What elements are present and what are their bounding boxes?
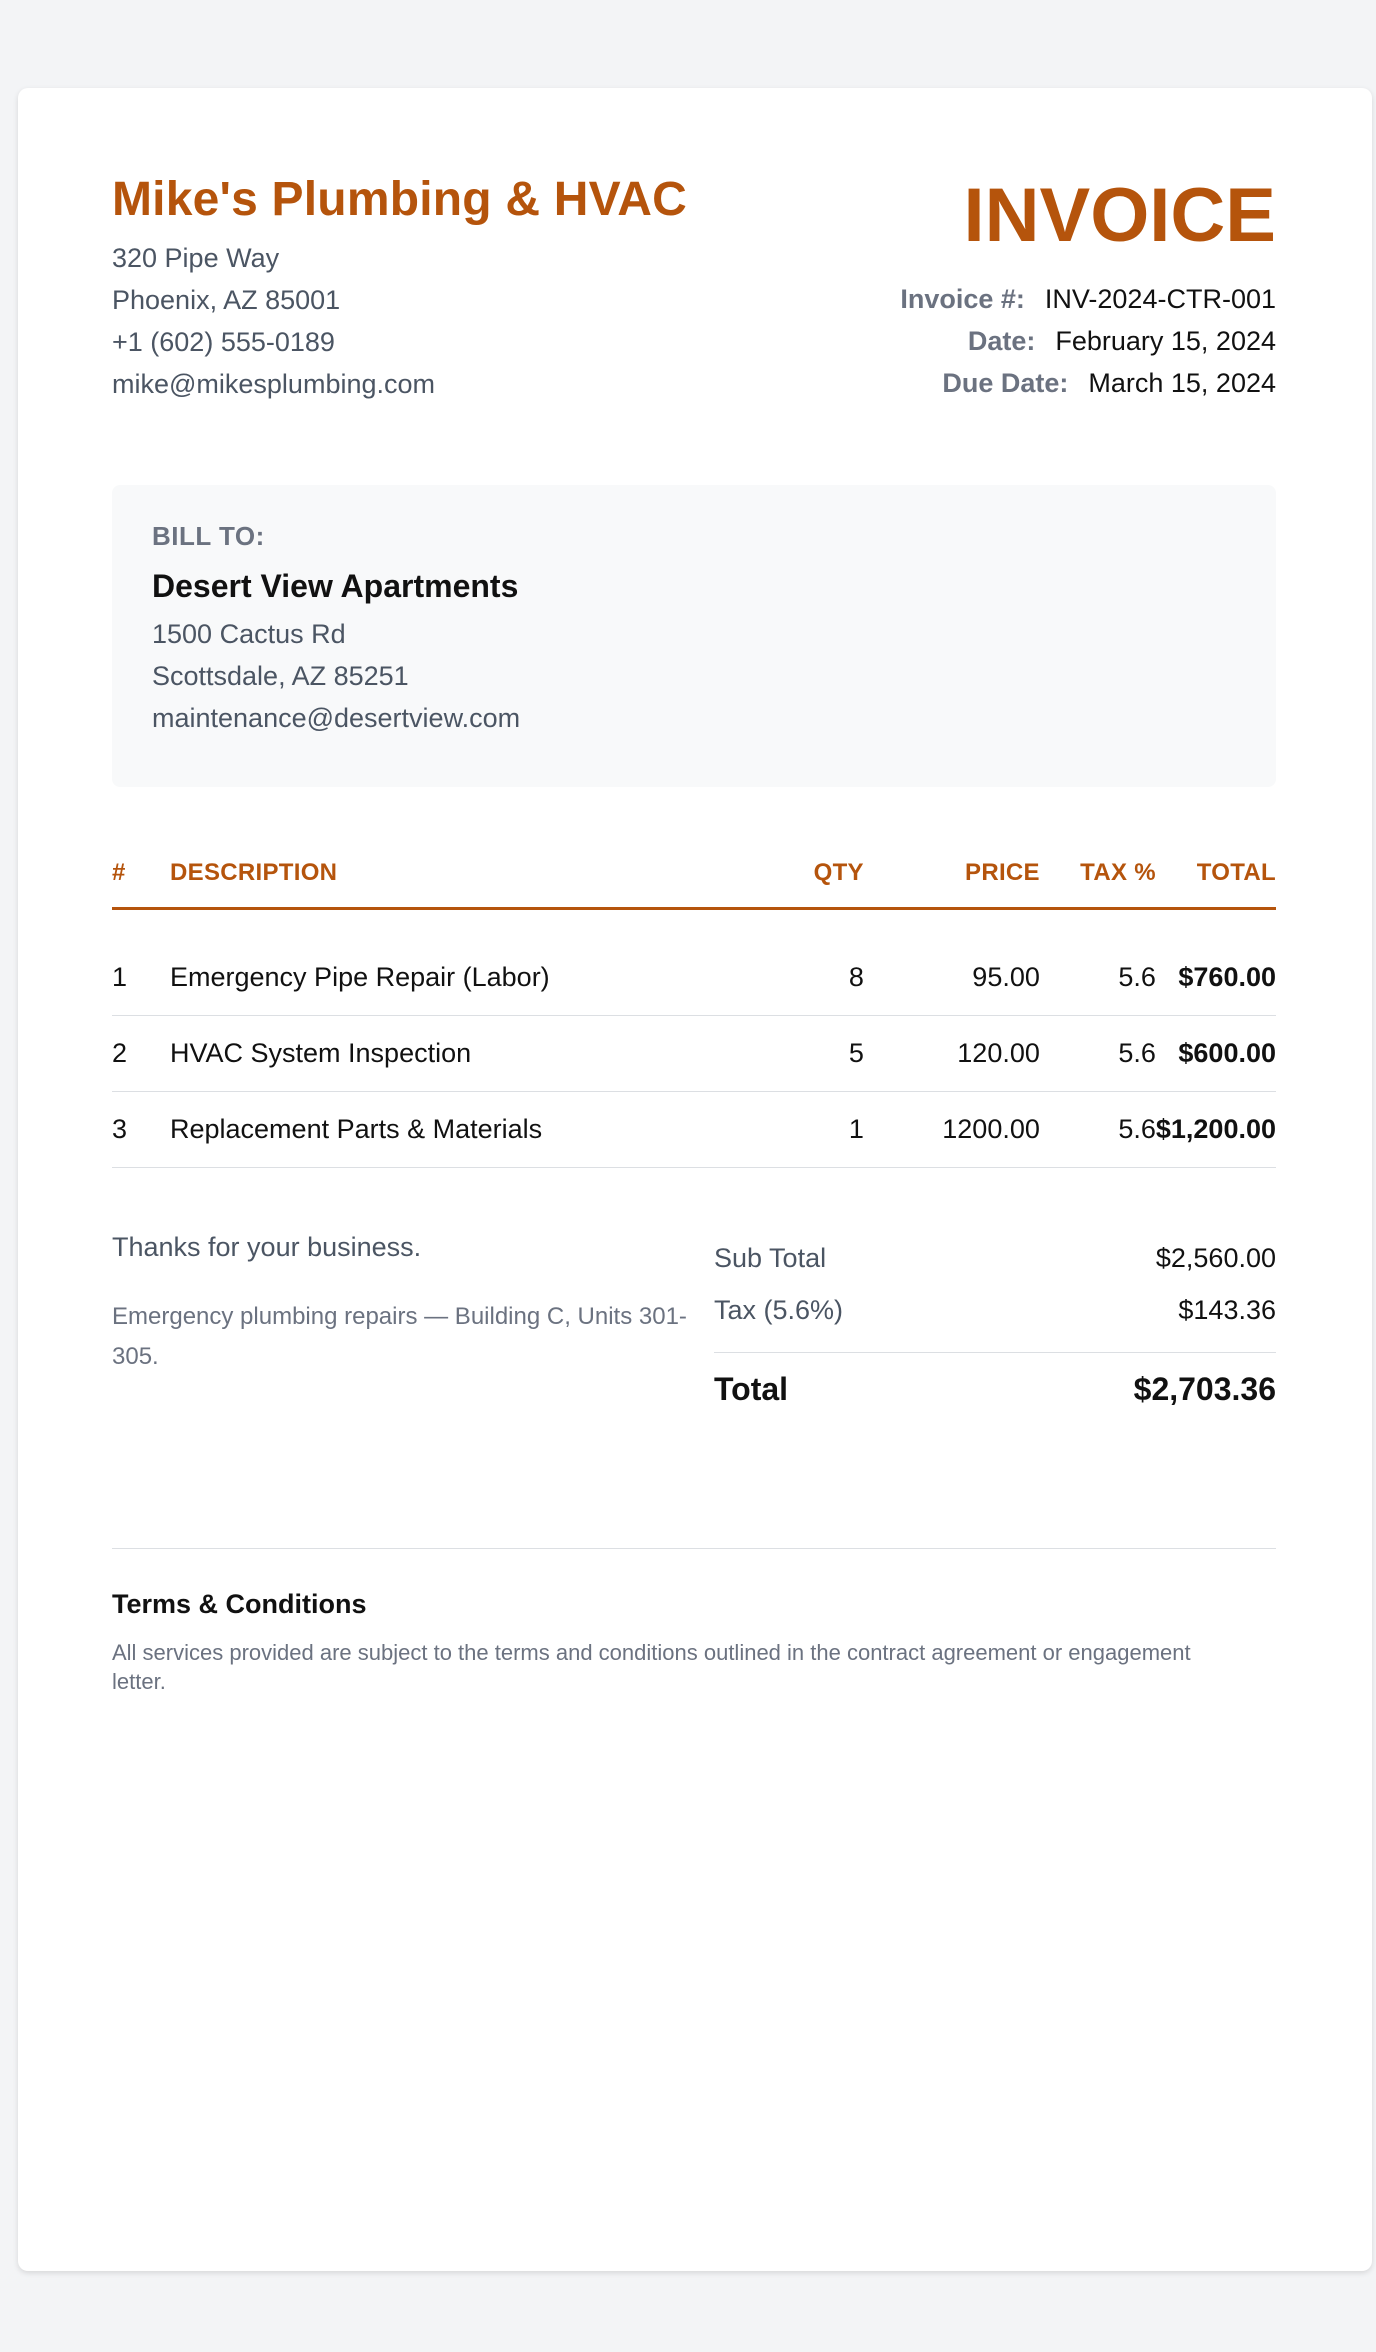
- row-tax: 5.6: [1040, 909, 1156, 1016]
- col-header-tax: TAX %: [1040, 859, 1156, 909]
- invoice-date-row: [900, 320, 1276, 362]
- invoice-note: Emergency plumbing repairs — Building C, Units 301-305.: [112, 1303, 687, 1371]
- row-tax: 5.6: [1040, 1016, 1156, 1092]
- invoice-due-row: [900, 362, 1276, 404]
- row-qty: 5: [774, 1016, 864, 1092]
- bill-to-section: [112, 485, 1276, 787]
- col-header-num: #: [112, 859, 170, 909]
- invoice-number-label: Invoice #:: [900, 284, 1025, 314]
- company-address-line1: 320 Pipe Way: [112, 243, 280, 274]
- summary-section: [112, 1232, 1276, 1408]
- row-description: HVAC System Inspection: [170, 1016, 774, 1092]
- row-tax: 5.6: [1040, 1092, 1156, 1168]
- bill-to-address-line1: 1500 Cactus Rd: [152, 619, 346, 650]
- table-row: [112, 1016, 1276, 1092]
- company-address-block: [112, 237, 687, 405]
- row-qty: 1: [774, 1092, 864, 1168]
- invoice-due-label: Due Date:: [942, 368, 1069, 398]
- bill-to-address-block: [152, 613, 1236, 739]
- thanks-message: Thanks for your business.: [112, 1232, 422, 1263]
- terms-title: Terms & Conditions: [112, 1589, 367, 1620]
- col-header-total: TOTAL: [1156, 859, 1276, 909]
- col-header-price: PRICE: [864, 859, 1040, 909]
- row-description: Replacement Parts & Materials: [170, 1092, 774, 1168]
- invoice-number-row: [900, 278, 1276, 320]
- invoice-page: [18, 88, 1372, 2271]
- grand-total-label: Total: [714, 1371, 789, 1408]
- notes-block: [112, 1232, 692, 1408]
- invoice-meta-block: [900, 172, 1276, 405]
- row-num: 1: [112, 909, 170, 1016]
- company-address-line2: Phoenix, AZ 85001: [112, 285, 341, 316]
- col-header-qty: QTY: [774, 859, 864, 909]
- row-price: 1200.00: [864, 1092, 1040, 1168]
- invoice-header: [112, 172, 1276, 405]
- bill-to-address-line2: Scottsdale, AZ 85251: [152, 661, 409, 692]
- table-header-row: [112, 859, 1276, 909]
- row-num: 3: [112, 1092, 170, 1168]
- grand-total-value: $2,703.36: [1133, 1371, 1276, 1408]
- invoice-date-label: Date:: [967, 326, 1036, 356]
- subtotal-value: $2,560.00: [1155, 1243, 1276, 1274]
- company-email: mike@mikesplumbing.com: [112, 369, 435, 400]
- terms-text: All services provided are subject to the terms and conditions outlined in the contract agreement or engagement letter.: [112, 1640, 1191, 1695]
- invoice-due-date: March 15, 2024: [1088, 368, 1276, 398]
- totals-divider: [714, 1352, 1276, 1353]
- tax-row: [714, 1284, 1276, 1336]
- tax-label: Tax (5.6%): [714, 1295, 844, 1326]
- subtotal-label: Sub Total: [714, 1243, 827, 1274]
- invoice-meta: [900, 278, 1276, 404]
- row-total: $1,200.00: [1156, 1092, 1276, 1168]
- company-phone: +1 (602) 555-0189: [112, 327, 335, 358]
- table-row: [112, 909, 1276, 1016]
- company-info: [112, 172, 687, 405]
- invoice-date: February 15, 2024: [1055, 326, 1276, 356]
- invoice-number: INV-2024-CTR-001: [1044, 284, 1276, 314]
- col-header-description: DESCRIPTION: [170, 859, 774, 909]
- invoice-title: INVOICE: [963, 173, 1276, 258]
- tax-value: $143.36: [1178, 1295, 1276, 1326]
- terms-section: [112, 1548, 1276, 1696]
- row-description: Emergency Pipe Repair (Labor): [170, 909, 774, 1016]
- subtotal-row: [714, 1232, 1276, 1284]
- row-qty: 8: [774, 909, 864, 1016]
- row-num: 2: [112, 1016, 170, 1092]
- totals-block: [714, 1232, 1276, 1408]
- row-total: $760.00: [1156, 909, 1276, 1016]
- table-row: [112, 1092, 1276, 1168]
- grand-total-row: [714, 1371, 1276, 1408]
- bill-to-label: BILL TO:: [152, 521, 265, 552]
- row-total: $600.00: [1156, 1016, 1276, 1092]
- bill-to-email: maintenance@desertview.com: [152, 703, 521, 734]
- row-price: 95.00: [864, 909, 1040, 1016]
- bill-to-name: Desert View Apartments: [152, 568, 519, 605]
- row-price: 120.00: [864, 1016, 1040, 1092]
- line-items-table: [112, 859, 1276, 1168]
- company-name: Mike's Plumbing & HVAC: [112, 173, 687, 226]
